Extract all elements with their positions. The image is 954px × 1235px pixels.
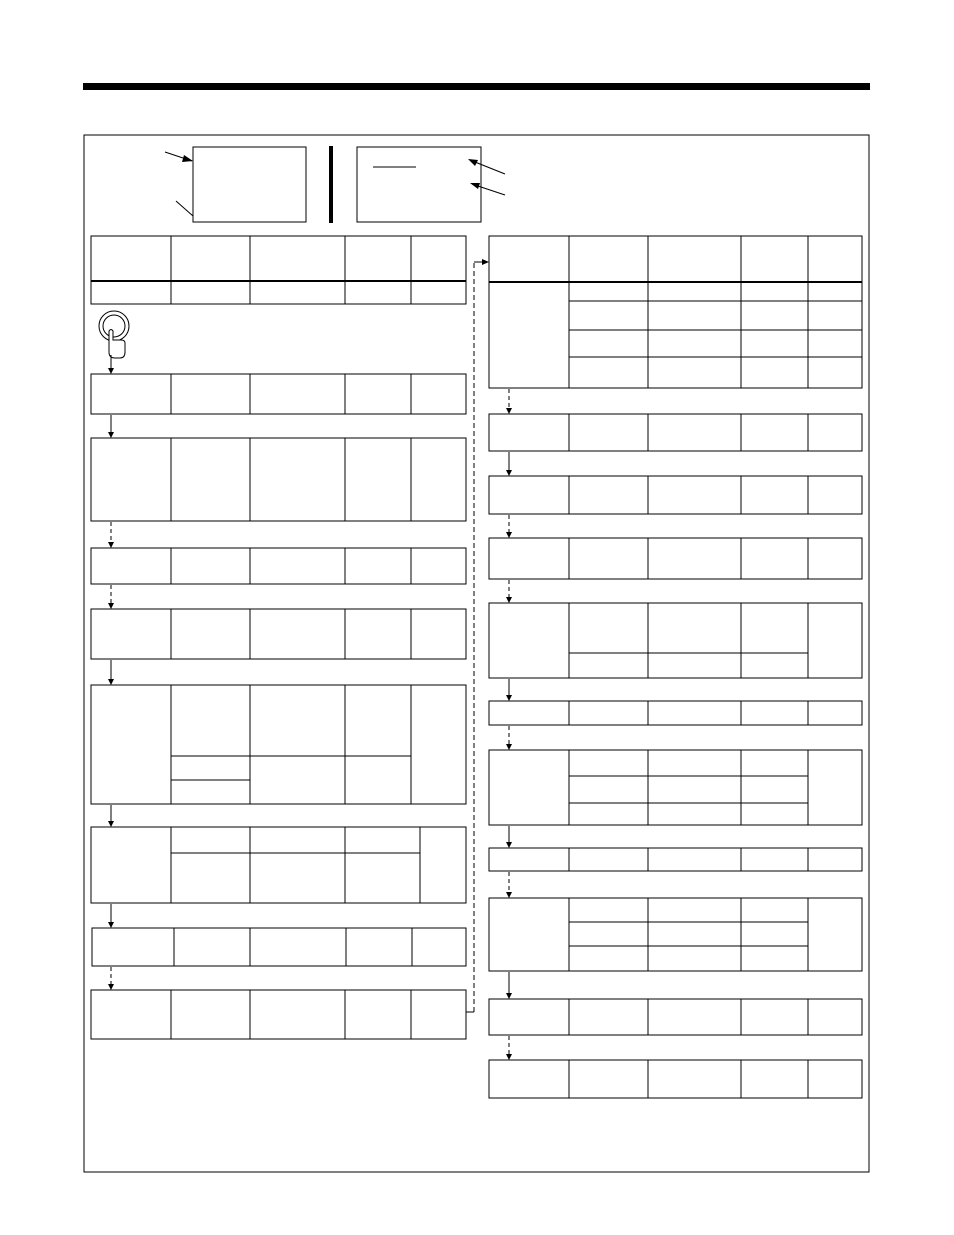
step-right-11-frame bbox=[489, 1060, 862, 1098]
step-left-6 bbox=[91, 827, 466, 903]
step-right-7-frame bbox=[489, 750, 862, 825]
step-left-3-frame bbox=[91, 548, 466, 584]
step-right-7 bbox=[489, 750, 862, 825]
header-rule bbox=[83, 83, 870, 90]
step-right-3-frame bbox=[489, 476, 862, 514]
legend-separator-bar bbox=[329, 146, 333, 223]
connector-left-arrow-3 bbox=[108, 542, 114, 548]
step-left-5 bbox=[91, 685, 466, 804]
connector-left-arrow-5 bbox=[108, 679, 114, 685]
step-right-4 bbox=[489, 538, 862, 579]
connector-right-arrow-3 bbox=[506, 532, 512, 538]
bridge-arrow bbox=[482, 259, 489, 265]
step-left-3 bbox=[91, 548, 466, 584]
step-left-2-frame bbox=[91, 438, 466, 521]
step-right-10-frame bbox=[489, 999, 862, 1035]
step-right-6 bbox=[489, 701, 862, 725]
legend-indicator-box bbox=[357, 147, 481, 222]
step-right-5 bbox=[489, 603, 862, 678]
connector-left-arrow-7 bbox=[108, 922, 114, 928]
step-right-9 bbox=[489, 898, 862, 971]
connector-right-arrow-10 bbox=[506, 1054, 512, 1060]
connector-right-arrow-9 bbox=[506, 993, 512, 999]
step-left-8-frame bbox=[91, 990, 466, 1039]
step-right-8-frame bbox=[489, 848, 862, 871]
step-right-1 bbox=[489, 236, 862, 388]
connector-left-arrow-6 bbox=[108, 821, 114, 827]
legend-leader-arrow-1 bbox=[182, 155, 193, 162]
connector-left-arrow-8 bbox=[108, 984, 114, 990]
legend-display-box bbox=[193, 147, 306, 222]
step-left-1 bbox=[91, 374, 466, 414]
connector-right-arrow-1 bbox=[506, 408, 512, 414]
connector-left-arrow-2 bbox=[108, 432, 114, 438]
step-left-header-table-frame bbox=[91, 236, 466, 304]
step-left-header-table bbox=[91, 236, 466, 304]
connector-right-arrow-2 bbox=[506, 470, 512, 476]
step-left-2 bbox=[91, 438, 466, 521]
step-right-8 bbox=[489, 848, 862, 871]
connector-left-arrow-1 bbox=[108, 368, 114, 374]
connector-right-arrow-4 bbox=[506, 597, 512, 603]
step-left-7-frame bbox=[92, 928, 466, 966]
legend-leader-arrow-3 bbox=[468, 159, 478, 166]
step-right-2 bbox=[489, 414, 862, 451]
start-button-inner-ring bbox=[103, 315, 125, 337]
step-right-4-frame bbox=[489, 538, 862, 579]
step-right-5-frame bbox=[489, 603, 862, 678]
step-right-3 bbox=[489, 476, 862, 514]
step-right-6-frame bbox=[489, 701, 862, 725]
step-right-9-frame bbox=[489, 898, 862, 971]
finger-press-icon bbox=[109, 330, 125, 359]
step-left-1-frame bbox=[91, 374, 466, 414]
step-left-6-frame bbox=[91, 827, 466, 903]
step-right-1-frame bbox=[489, 236, 862, 388]
connector-right-arrow-8 bbox=[506, 892, 512, 898]
step-left-7 bbox=[92, 928, 466, 966]
legend-leader-arrow-4 bbox=[470, 183, 480, 189]
connector-right-arrow-6 bbox=[506, 744, 512, 750]
legend-leader-line-2 bbox=[176, 201, 193, 216]
step-left-4-frame bbox=[91, 609, 466, 659]
step-right-11 bbox=[489, 1060, 862, 1098]
step-right-2-frame bbox=[489, 414, 862, 451]
step-left-4 bbox=[91, 609, 466, 659]
connector-right-arrow-5 bbox=[506, 695, 512, 701]
connector-right-arrow-7 bbox=[506, 842, 512, 848]
step-right-10 bbox=[489, 999, 862, 1035]
connector-left-arrow-4 bbox=[108, 603, 114, 609]
step-left-8 bbox=[91, 990, 466, 1039]
step-left-5-frame bbox=[91, 685, 466, 804]
